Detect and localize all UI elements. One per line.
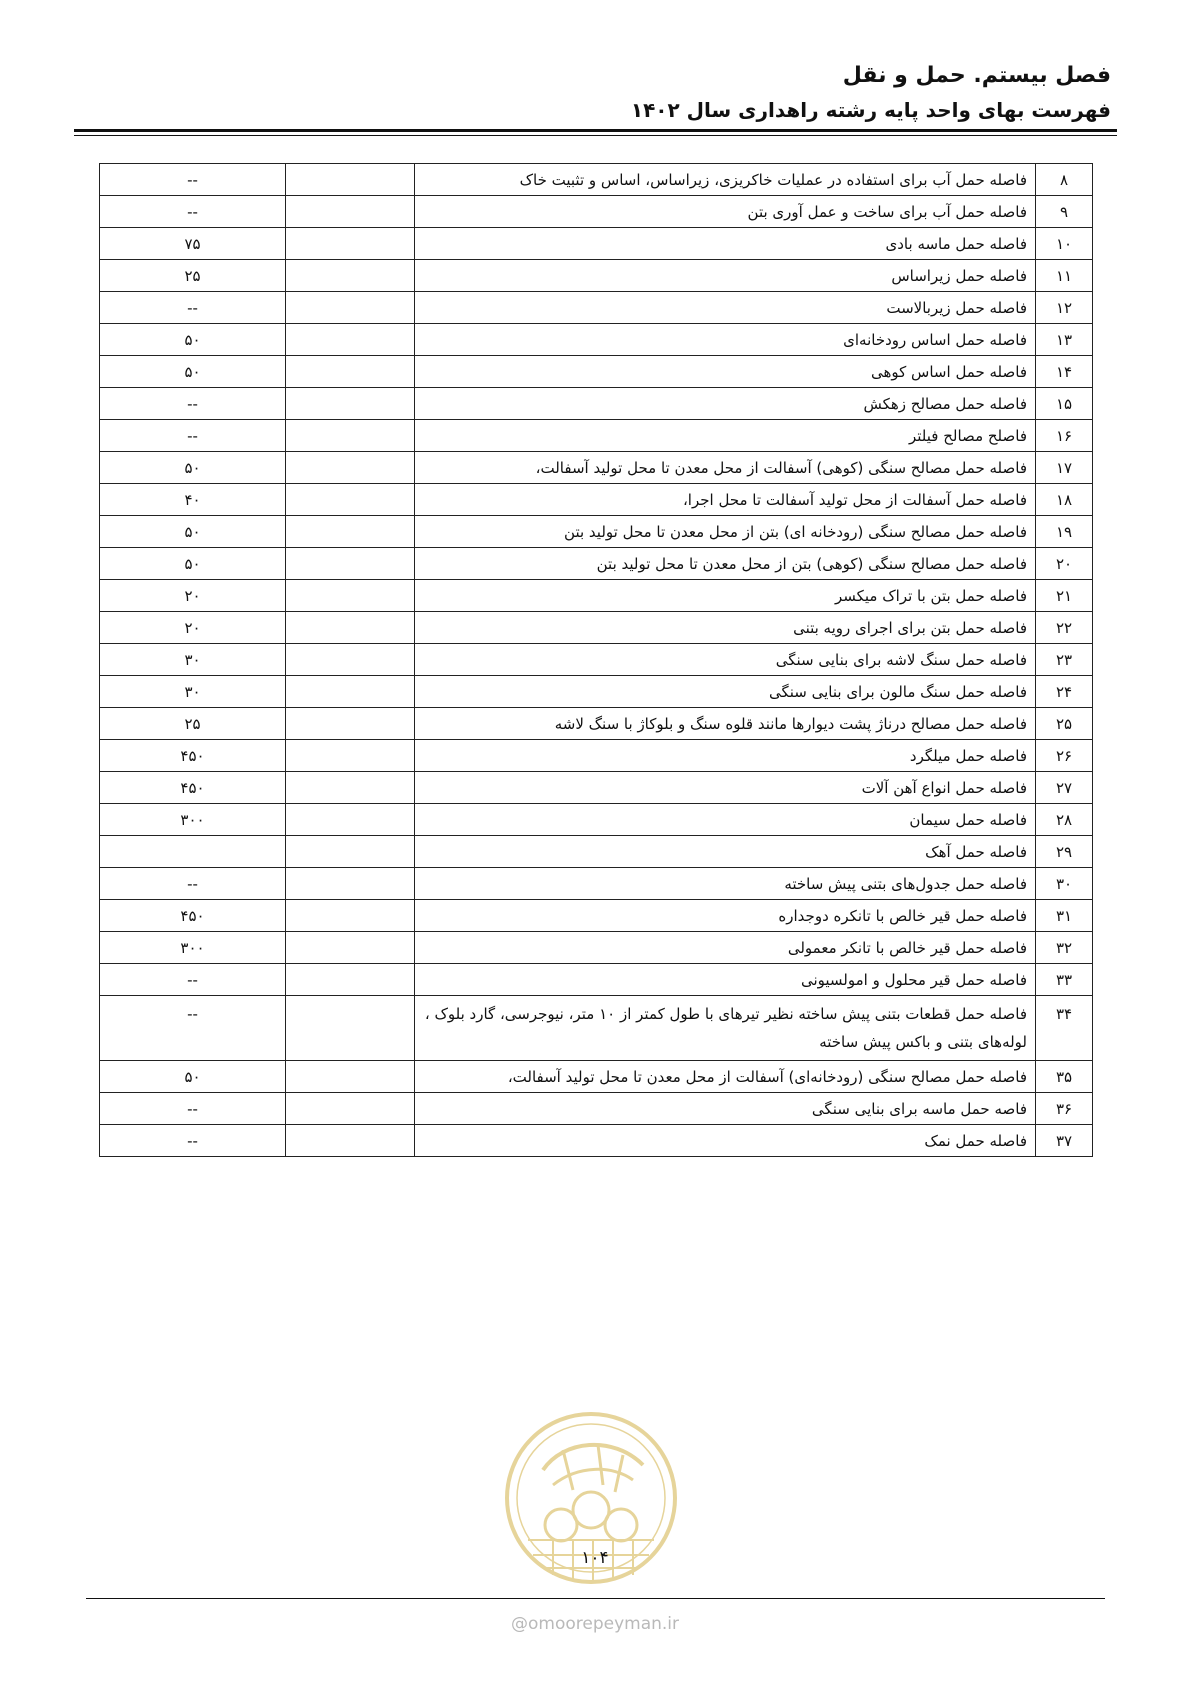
- table-row: [100, 708, 1093, 740]
- row-number: ۳۵: [1036, 1061, 1093, 1093]
- row-distance-value: ۲۵: [100, 260, 286, 292]
- row-empty-cell: [286, 484, 415, 516]
- table-row: [100, 324, 1093, 356]
- row-distance-value: --: [100, 388, 286, 420]
- table-row: [100, 388, 1093, 420]
- row-empty-cell: [286, 804, 415, 836]
- row-distance-value: ۴۵۰: [100, 772, 286, 804]
- row-empty-cell: [286, 996, 415, 1061]
- row-description: فاصله حمل مصالح سنگی (رودخانه‌ای) آسفالت از محل معدن تا محل تولید آسفالت،: [415, 1061, 1036, 1093]
- header-rule-thin: [74, 135, 1117, 136]
- table-row: [100, 964, 1093, 996]
- table-row: [100, 228, 1093, 260]
- row-empty-cell: [286, 612, 415, 644]
- row-empty-cell: [286, 164, 415, 196]
- table-row: [100, 452, 1093, 484]
- row-empty-cell: [286, 868, 415, 900]
- page-header: [80, 60, 1111, 126]
- row-distance-value: ۳۰۰: [100, 932, 286, 964]
- row-distance-value: ۵۰: [100, 356, 286, 388]
- row-description: فاصله حمل آهک: [415, 836, 1036, 868]
- row-empty-cell: [286, 548, 415, 580]
- header-rule-thick: [74, 129, 1117, 132]
- table-row: [100, 260, 1093, 292]
- table-row: [100, 484, 1093, 516]
- table-row: [100, 996, 1093, 1061]
- row-number: ۲۰: [1036, 548, 1093, 580]
- row-description: فاصله حمل آب برای استفاده در عملیات خاکریزی، زیراساس، اساس و تثبیت خاک: [415, 164, 1036, 196]
- row-description: [415, 996, 1036, 1061]
- row-empty-cell: [286, 644, 415, 676]
- row-distance-value: ۲۰: [100, 612, 286, 644]
- row-number: ۱۴: [1036, 356, 1093, 388]
- row-number: ۲۴: [1036, 676, 1093, 708]
- table-row: [100, 644, 1093, 676]
- row-distance-value: ۳۰: [100, 644, 286, 676]
- row-empty-cell: [286, 676, 415, 708]
- row-number: ۳۱: [1036, 900, 1093, 932]
- row-distance-value: ۴۵۰: [100, 740, 286, 772]
- row-distance-value: --: [100, 196, 286, 228]
- row-number: ۱۲: [1036, 292, 1093, 324]
- row-description: فاصله حمل مصالح زهکش: [415, 388, 1036, 420]
- row-empty-cell: [286, 1125, 415, 1157]
- distance-table: [99, 163, 1093, 1157]
- row-number: ۱۷: [1036, 452, 1093, 484]
- row-number: ۱۱: [1036, 260, 1093, 292]
- row-empty-cell: [286, 708, 415, 740]
- row-empty-cell: [286, 932, 415, 964]
- table-row: [100, 516, 1093, 548]
- row-description: فاصله حمل سنگ مالون برای بنایی سنگی: [415, 676, 1036, 708]
- table-row: [100, 900, 1093, 932]
- table-row: [100, 548, 1093, 580]
- row-description: فاصه حمل ماسه برای بنایی سنگی: [415, 1093, 1036, 1125]
- row-description: فاصلح مصالح فیلتر: [415, 420, 1036, 452]
- row-empty-cell: [286, 740, 415, 772]
- row-description-line: لوله‌های بتنی و باکس پیش ساخته: [819, 1033, 1027, 1051]
- row-empty-cell: [286, 452, 415, 484]
- table-row: [100, 804, 1093, 836]
- row-distance-value: [100, 836, 286, 868]
- row-number: ۱۸: [1036, 484, 1093, 516]
- row-description: فاصله حمل مصالح درناژ پشت دیوارها مانند قلوه سنگ و بلوکاژ با سنگ لاشه: [415, 708, 1036, 740]
- table-row: [100, 420, 1093, 452]
- row-empty-cell: [286, 900, 415, 932]
- row-distance-value: --: [100, 420, 286, 452]
- row-description: فاصله حمل آسفالت از محل تولید آسفالت تا محل اجرا،: [415, 484, 1036, 516]
- row-description: فاصله حمل سیمان: [415, 804, 1036, 836]
- table-row: [100, 1093, 1093, 1125]
- row-description: فاصله حمل ماسه بادی: [415, 228, 1036, 260]
- row-distance-value: --: [100, 1125, 286, 1157]
- row-number: ۲۳: [1036, 644, 1093, 676]
- table-row: [100, 868, 1093, 900]
- row-description: فاصله حمل بتن برای اجرای رویه بتنی: [415, 612, 1036, 644]
- row-empty-cell: [286, 580, 415, 612]
- row-empty-cell: [286, 964, 415, 996]
- table-row: [100, 612, 1093, 644]
- row-number: ۳۴: [1036, 996, 1093, 1061]
- row-distance-value: ۵۰: [100, 516, 286, 548]
- row-description: فاصله حمل آب برای ساخت و عمل آوری بتن: [415, 196, 1036, 228]
- row-distance-value: ۴۰: [100, 484, 286, 516]
- row-distance-value: ۵۰: [100, 1061, 286, 1093]
- row-number: ۲۷: [1036, 772, 1093, 804]
- row-empty-cell: [286, 260, 415, 292]
- row-number: ۱۶: [1036, 420, 1093, 452]
- table-row: [100, 676, 1093, 708]
- row-distance-value: ۴۵۰: [100, 900, 286, 932]
- row-empty-cell: [286, 516, 415, 548]
- row-number: ۲۱: [1036, 580, 1093, 612]
- row-number: ۲۶: [1036, 740, 1093, 772]
- row-number: ۱۹: [1036, 516, 1093, 548]
- row-empty-cell: [286, 324, 415, 356]
- row-number: ۲۸: [1036, 804, 1093, 836]
- row-number: ۱۵: [1036, 388, 1093, 420]
- table-row: [100, 772, 1093, 804]
- row-empty-cell: [286, 196, 415, 228]
- row-description: فاصله حمل قیر محلول و امولسیونی: [415, 964, 1036, 996]
- table-row: [100, 196, 1093, 228]
- row-description: فاصله حمل مصالح سنگی (کوهی) آسفالت از محل معدن تا محل تولید آسفالت،: [415, 452, 1036, 484]
- row-description: فاصله حمل اساس رودخانه‌ای: [415, 324, 1036, 356]
- row-distance-value: --: [100, 996, 286, 1061]
- row-distance-value: ۵۰: [100, 324, 286, 356]
- row-description: فاصله حمل مصالح سنگی (رودخانه ای) بتن از محل معدن تا محل تولید بتن: [415, 516, 1036, 548]
- row-description: فاصله حمل قیر خالص با تانکره دوجداره: [415, 900, 1036, 932]
- row-number: ۱۰: [1036, 228, 1093, 260]
- table-row: [100, 836, 1093, 868]
- page-number: ۱۰۴: [581, 1548, 609, 1568]
- row-distance-value: ۲۵: [100, 708, 286, 740]
- row-description: فاصله حمل نمک: [415, 1125, 1036, 1157]
- row-number: ۳۳: [1036, 964, 1093, 996]
- row-description: فاصله حمل اساس کوهی: [415, 356, 1036, 388]
- row-distance-value: ۳۰: [100, 676, 286, 708]
- row-empty-cell: [286, 388, 415, 420]
- row-empty-cell: [286, 772, 415, 804]
- row-empty-cell: [286, 292, 415, 324]
- row-number: ۳۶: [1036, 1093, 1093, 1125]
- row-distance-value: ۲۰: [100, 580, 286, 612]
- row-empty-cell: [286, 1093, 415, 1125]
- row-empty-cell: [286, 228, 415, 260]
- row-number: ۲۲: [1036, 612, 1093, 644]
- table-row: [100, 580, 1093, 612]
- row-distance-value: --: [100, 164, 286, 196]
- row-description: فاصله حمل زیراساس: [415, 260, 1036, 292]
- table-row: [100, 1125, 1093, 1157]
- row-description: فاصله حمل مصالح سنگی (کوهی) بتن از محل معدن تا محل تولید بتن: [415, 548, 1036, 580]
- chapter-title: فصل بیستم. حمل و نقل: [842, 63, 1111, 88]
- row-number: ۳۷: [1036, 1125, 1093, 1157]
- row-distance-value: --: [100, 964, 286, 996]
- row-number: ۹: [1036, 196, 1093, 228]
- row-distance-value: --: [100, 292, 286, 324]
- table-row: [100, 164, 1093, 196]
- row-description: فاصله حمل قیر خالص با تانکر معمولی: [415, 932, 1036, 964]
- row-number: ۳۲: [1036, 932, 1093, 964]
- row-description: فاصله حمل انواع آهن آلات: [415, 772, 1036, 804]
- row-description: فاصله حمل سنگ لاشه برای بنایی سنگی: [415, 644, 1036, 676]
- row-description: فاصله حمل زیربالاست: [415, 292, 1036, 324]
- row-description-line: فاصله حمل قطعات بتنی پیش ساخته نظیر تیرهای با طول کمتر از ۱۰ متر، نیوجرسی، گارد بلوک ،: [424, 1005, 1027, 1023]
- row-number: ۸: [1036, 164, 1093, 196]
- row-distance-value: --: [100, 868, 286, 900]
- document-subtitle: فهرست بهای واحد پایه رشته راهداری سال ۱۴۰۲: [630, 98, 1111, 122]
- row-number: ۲۵: [1036, 708, 1093, 740]
- row-empty-cell: [286, 420, 415, 452]
- row-number: ۲۹: [1036, 836, 1093, 868]
- row-description: فاصله حمل میلگرد: [415, 740, 1036, 772]
- footer-rule: [86, 1598, 1105, 1599]
- row-distance-value: ۳۰۰: [100, 804, 286, 836]
- table-row: [100, 1061, 1093, 1093]
- row-distance-value: ۵۰: [100, 548, 286, 580]
- site-watermark: @omoorepeyman.ir: [510, 1614, 680, 1634]
- row-distance-value: --: [100, 1093, 286, 1125]
- row-number: ۳۰: [1036, 868, 1093, 900]
- row-description: فاصله حمل بتن با تراک میکسر: [415, 580, 1036, 612]
- table-row: [100, 932, 1093, 964]
- table-row: [100, 292, 1093, 324]
- row-empty-cell: [286, 1061, 415, 1093]
- table-row: [100, 356, 1093, 388]
- table-row: [100, 740, 1093, 772]
- row-empty-cell: [286, 836, 415, 868]
- row-description: فاصله حمل جدول‌های بتنی پیش ساخته: [415, 868, 1036, 900]
- row-distance-value: ۷۵: [100, 228, 286, 260]
- row-distance-value: ۵۰: [100, 452, 286, 484]
- row-number: ۱۳: [1036, 324, 1093, 356]
- row-empty-cell: [286, 356, 415, 388]
